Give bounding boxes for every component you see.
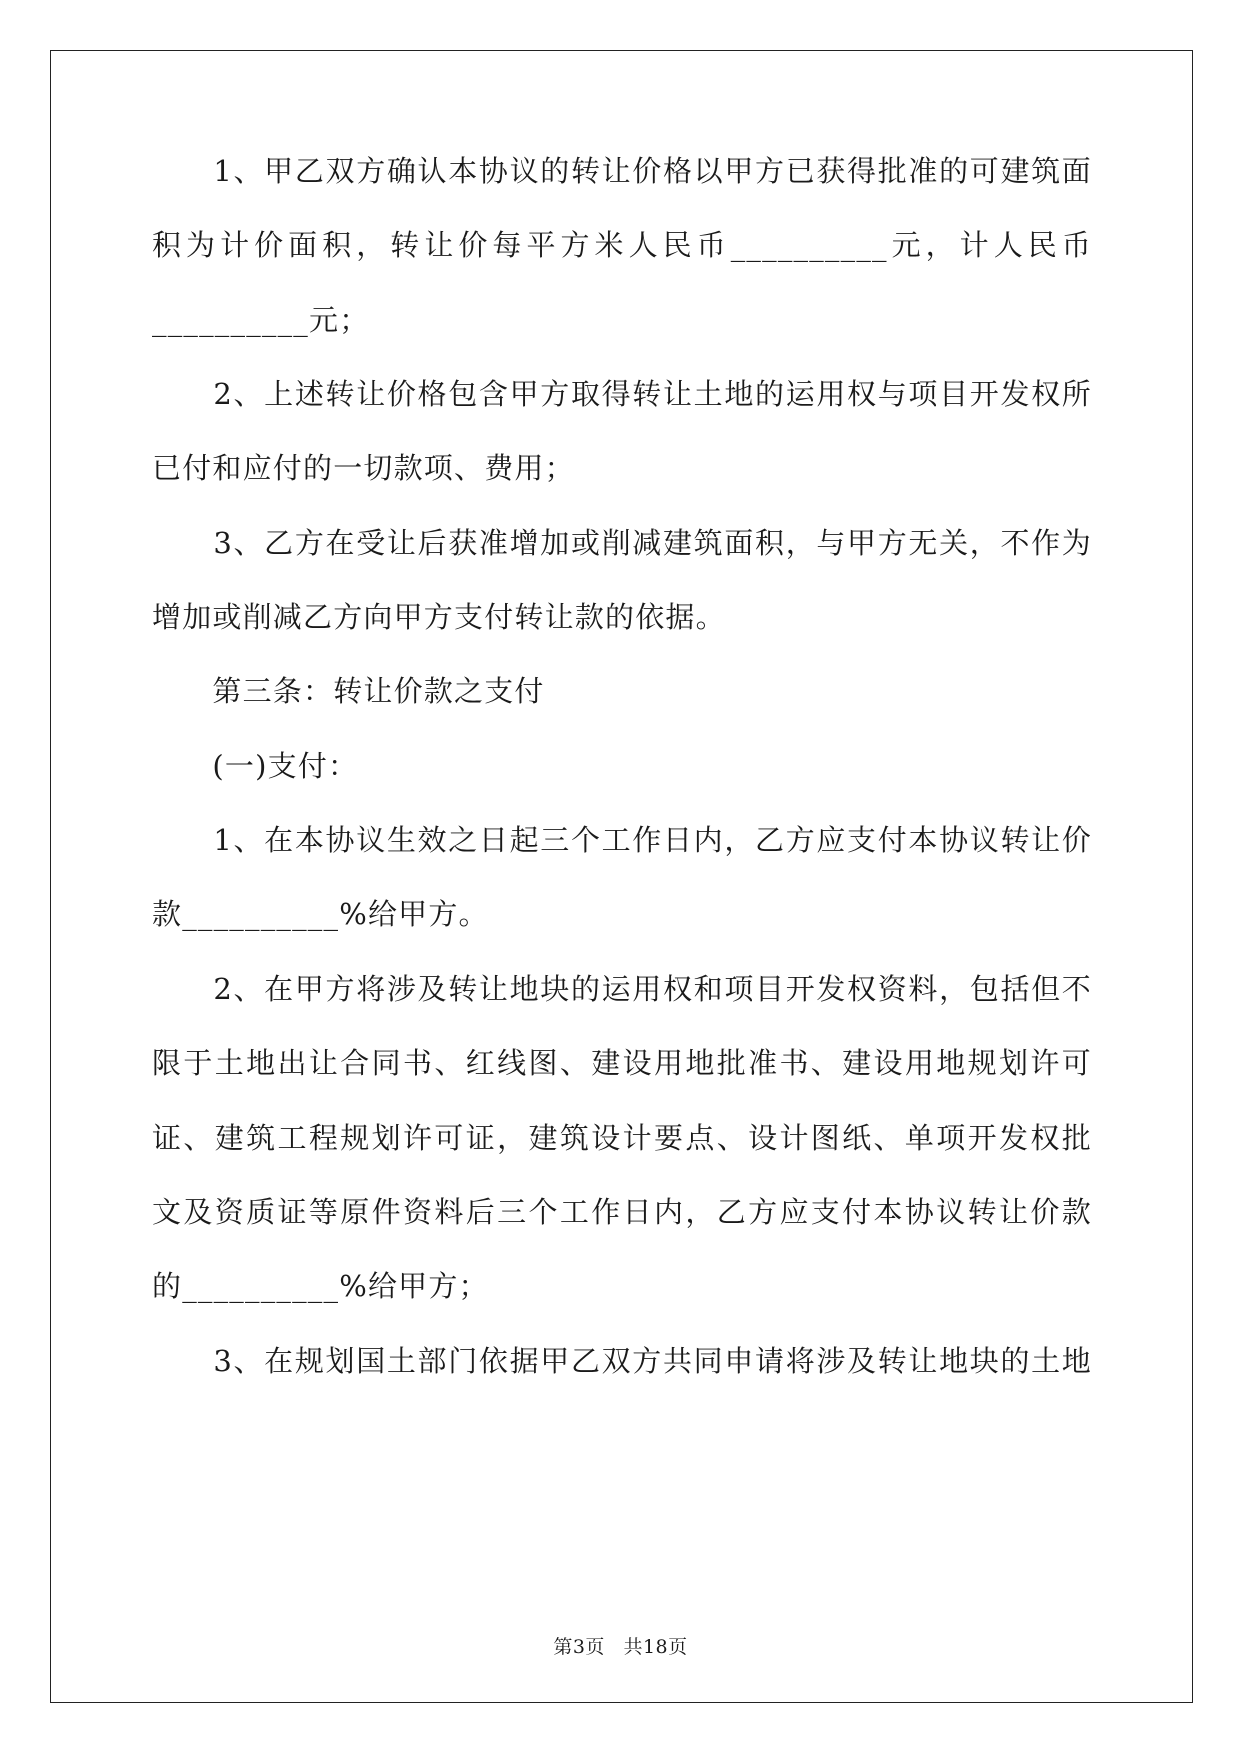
paragraph-line: 增加或削减乙方向甲方支付转让款的依据。 xyxy=(152,600,726,634)
page-footer xyxy=(0,1632,1241,1659)
paragraph-line: 限于土地出让合同书、红线图、建设用地批准书、建设用地规划许可 xyxy=(152,1046,1092,1080)
paragraph-line: 文及资质证等原件资料后三个工作日内，乙方应支付本协议转让价款 xyxy=(152,1195,1092,1229)
paragraph-line: 1、甲乙双方确认本协议的转让价格以甲方已获得批准的可建筑面 xyxy=(152,154,1092,188)
page-number: 第3页 xyxy=(553,1636,605,1658)
paragraph-line: 款__________%给甲方。 xyxy=(152,897,489,931)
paragraph-line: 的__________%给甲方； xyxy=(152,1269,489,1303)
page-border xyxy=(50,50,1193,1703)
paragraph-line: 2、在甲方将涉及转让地块的运用权和项目开发权资料，包括但不 xyxy=(152,972,1092,1006)
section-heading: 第三条：转让价款之支付 xyxy=(152,674,545,708)
paragraph-line: 证、建筑工程规划许可证，建筑设计要点、设计图纸、单项开发权批 xyxy=(152,1121,1092,1155)
paragraph-line: 已付和应付的一切款项、费用； xyxy=(152,451,575,485)
paragraph-line: 1、在本协议生效之日起三个工作日内，乙方应支付本协议转让价 xyxy=(152,823,1092,857)
paragraph-line: 积为计价面积，转让价每平方米人民币__________元，计人民币 xyxy=(152,228,1092,262)
subsection-heading: (一)支付： xyxy=(152,749,359,783)
paragraph-line: 3、乙方在受让后获准增加或削减建筑面积，与甲方无关，不作为 xyxy=(152,526,1092,560)
paragraph-line: 3、在规划国土部门依据甲乙双方共同申请将涉及转让地块的土地 xyxy=(152,1344,1092,1378)
page-total: 共18页 xyxy=(623,1636,688,1658)
paragraph-line: __________元； xyxy=(152,303,370,337)
paragraph-line: 2、上述转让价格包含甲方取得转让土地的运用权与项目开发权所 xyxy=(152,377,1092,411)
